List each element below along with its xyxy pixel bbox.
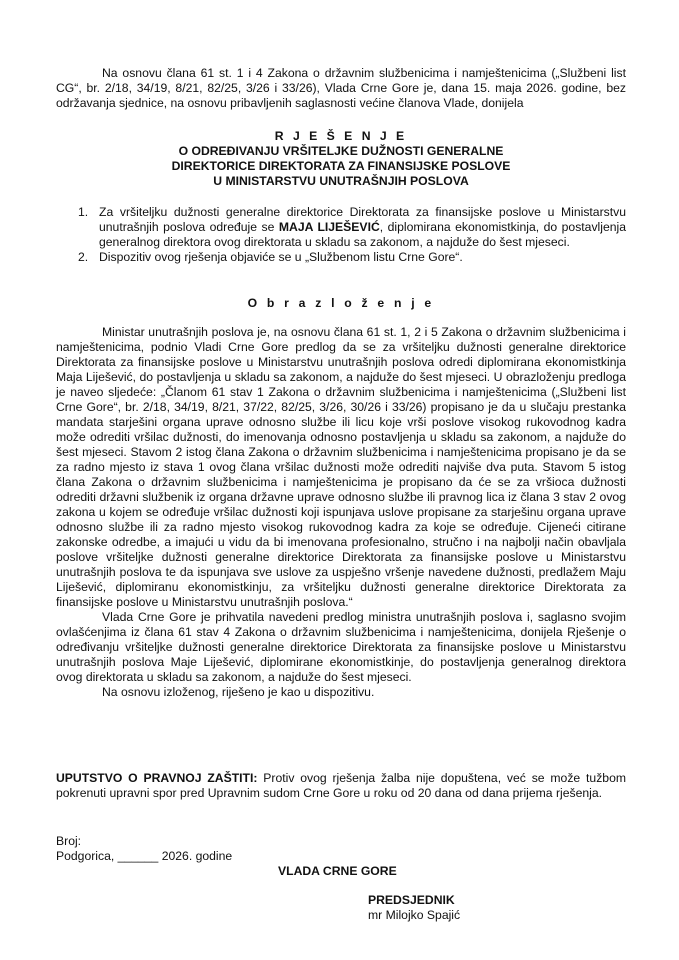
item-text: Za vršiteljku dužnosti generalne direktorice Direktorata za finansijske poslove u Ministarstvu unutrašnjih poslova određuje se — [99, 205, 626, 234]
preamble: Na osnovu člana 61 st. 1 i 4 Zakona o državnim službenicima i namještenicima („Službeni list CG“, br. 2/18, 34/19, 8/21, 82/25, 3/26 i 33/26), Vlada Crne Gore je, dana 15. maja 2026. godine, bez održavanja sjednice, na osnovu pribavljenih saglasnosti većine članova Vlade, donijela — [56, 66, 626, 110]
item-text: , diplomirana ekonomistkinja, do postavljenja generalnog direktora ovog direktorata u skladu sa zakonom, a najduže do šest mjeseci. — [99, 220, 627, 249]
item-number: 1. — [78, 205, 89, 219]
decision-title-line: DIREKTORICE DIREKTORATA ZA FINANSIJSKE POSLOVE — [171, 159, 511, 173]
explanation-body — [56, 325, 626, 700]
president-title: PREDSJEDNIK — [368, 893, 455, 907]
item-text: Dispozitiv ovog rješenja objaviće se u „Službenom listu Crne Gore“. — [99, 250, 463, 264]
president-name: mr Milojko Spajić — [368, 908, 461, 922]
appointee-name: MAJA LIJEŠEVIĆ — [278, 220, 380, 234]
footer-left — [56, 834, 232, 864]
legal-instruction — [56, 771, 626, 801]
decision-title-word: R J E Š E N J E — [274, 129, 408, 143]
disposition-item — [56, 250, 626, 265]
legal-instruction-label: UPUTSTVO O PRAVNOJ ZAŠTITI: — [56, 771, 258, 785]
disposition-item — [56, 205, 626, 250]
document-number-label: Broj: — [56, 834, 82, 848]
government-name: VLADA CRNE GORE — [278, 864, 397, 878]
item-number: 2. — [78, 250, 89, 264]
decision-title-line: U MINISTARSTVU UNUTRAŠNJIH POSLOVA — [213, 174, 469, 188]
legal-instruction-text: Protiv ovog rješenja žalba nije dopuštena, već se može tužbom pokrenuti upravni spor pred Upravnim sudom Crne Gore u roku od 20 dana od dana prijema rješenja. — [56, 771, 626, 800]
decision-title — [56, 129, 626, 189]
place-date: Podgorica, ______ 2026. godine — [56, 849, 233, 863]
explanation-paragraph: Na osnovu izloženog, riješeno je kao u dispozitivu. — [102, 685, 375, 699]
decision-title-line: O ODREĐIVANJU VRŠITELJKE DUŽNOSTI GENERALNE — [178, 144, 504, 158]
explanation-paragraph: Ministar unutrašnjih poslova je, na osnovu člana 61 st. 1, 2 i 5 Zakona o državnim službenicima i namještenicima, podnio Vladi Crne Gore predlog da se za vršiteljku dužnosti generalne direktorice Direktorata za finansijske poslove u Ministarstvu unutrašnjih poslova odredi diplomirana ekonomistkinja Maja Liješević, do postavljenja u skladu sa zakonom, a najduže do šest mjeseci. U obrazloženju predloga je naveo sljedeće: „Članom 61 stav 1 Zakona o državnim službenicima i namještenicima („Službeni list Crne Gore“, br. 2/18, 34/19, 8/21, 37/22, 82/25, 3/26, 30/26 i 33/26) propisano je da u slučaju prestanka mandata starješini organa uprave odnosno službe ili licu koje vrši poslove visokog rukovodnog kadra može odrediti vršilac dužnosti, do imenovanja odnosno postavljenja u skladu sa zakonom, a najduže do šest mjeseci. Stavom 2 istog člana Zakona o državnim službenicima i namještenicima propisano je da se za radno mjesto iz stava 1 ovog člana vršilac dužnosti može odrediti najviše dva puta. Stavom 5 istog člana Zakona o državnim službenicima i namještenicima je propisano da će se za vršioca dužnosti odrediti državni službenik iz organa državne uprave odnosno službe ili pravnog lica iz člana 3 stav 2 ovog zakona u kojem se određuje vršilac dužnosti koji ispunjava uslove propisane za starješinu organa uprave odnosno službe ili za radno mjesto visokog rukovodnog kadra za koje se određuje. Cijeneći citirane zakonske odredbe, a imajući u vidu da bi imenovana profesionalno, stručno i na najbolji način obavljala poslove vršiteljke dužnosti generalne direktorice Direktorata za finansijske poslove u Ministarstvu unutrašnjih poslova te da ispunjava sve uslove za uspješno vršenje navedene dužnosti, predlažem Maju Liješević, diplomiranu ekonomistkinju, za vršiteljku dužnosti generalne direktorice Direktorata za finansijske poslove u Ministarstvu unutrašnjih poslova.“ — [56, 325, 626, 609]
explanation-heading: O b r a z l o ž e n j e — [247, 296, 435, 310]
disposition-list — [56, 205, 626, 265]
explanation-paragraph: Vlada Crne Gore je prihvatila navedeni predlog ministra unutrašnjih poslova i, saglasno svojim ovlašćenjima iz člana 61 stav 4 Zakona o državnim službenicima i namještenicima, donijela Rješenje o određivanju vršiteljke dužnosti generalne direktorice Direktorata za finansijske poslove u Ministarstvu unutrašnjih poslova Maje Liješević, diplomirane ekonomistkinje, do postavljenja generalnog direktora ovog direktorata u skladu sa zakonom, a najduže do šest mjeseci. — [56, 610, 626, 684]
